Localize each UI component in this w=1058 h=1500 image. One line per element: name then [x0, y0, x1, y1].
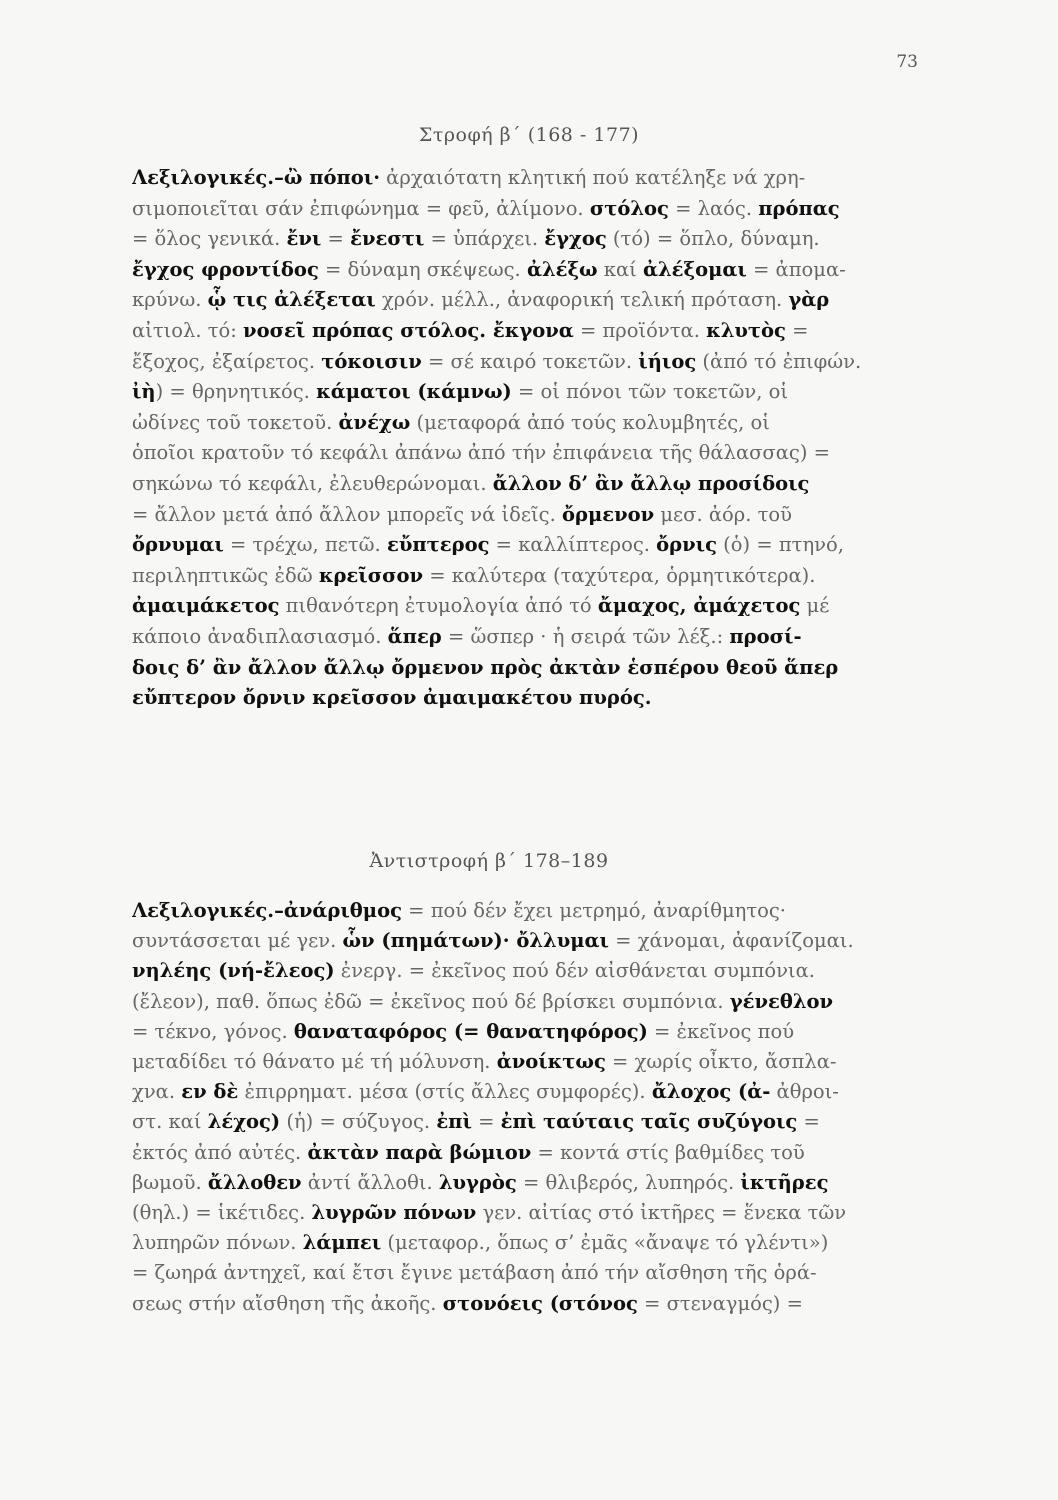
gloss-text: σιμοποιεῖται σάν ἐπιφώνημα = φεῦ, ἀλίμονο.: [132, 196, 590, 220]
gloss-text: στ. καί: [132, 1110, 208, 1134]
gloss-text: συντάσσεται μέ γεν.: [132, 929, 343, 953]
gloss-text: = πού δέν ἔχει μετρημό, ἀναρίθμητος·: [401, 899, 786, 922]
gloss-text: = ὅλος γενικά.: [132, 227, 287, 251]
gloss-text: = ἐκεῖνος πού: [647, 1019, 795, 1043]
lemma-term: ἀλέξομαι: [643, 257, 747, 281]
gloss-text: =: [785, 318, 809, 342]
gloss-text: βωμοῦ.: [132, 1170, 208, 1194]
gloss-text: λυπηρῶν πόνων.: [132, 1231, 303, 1255]
gloss-text: ἀντί ἄλλοθι.: [301, 1170, 439, 1194]
lemma-term: ἀνέχω: [338, 410, 411, 434]
gloss-text: = καλύτερα (ταχύτερα, ὁρμητικότερα).: [423, 563, 816, 587]
gloss-text: (μεταφορά ἀπό τούς κολυμβητές, οἱ: [410, 410, 770, 434]
section-heading-strophe: Στροφή β΄ (168 - 177): [418, 124, 640, 146]
lemma-term: εὔπτερον ὄρνιν κρεῖσσον ἀμαιμακέτου πυρός.: [132, 686, 652, 710]
lemma-term: ἰήιος: [638, 349, 697, 373]
lemma-term: λέχος): [207, 1110, 281, 1134]
lemma-term: ἅπερ: [387, 624, 442, 648]
text-line: [132, 896, 932, 926]
gloss-text: =: [321, 227, 351, 251]
section-text-antistrophe: [132, 896, 932, 1319]
text-line: [132, 1047, 932, 1077]
text-line: [132, 438, 932, 469]
gloss-text: = δύναμη σκέψεως.: [318, 257, 527, 281]
gloss-text: =: [797, 1110, 820, 1134]
gloss-text: ἐκτός ἀπό αὐτές.: [132, 1140, 308, 1164]
lemma-term: πρόπας: [758, 196, 840, 220]
lemma-term: ἰκτῆρες: [740, 1170, 829, 1194]
lemma-term: ὄρνις: [656, 533, 717, 557]
text-line: [132, 408, 932, 439]
lemma-term: Λεξιλογικές.–ἀνάριθμος: [132, 899, 402, 922]
gloss-text: μεταδίδει τό θάνατο μέ τή μόλυνση.: [132, 1050, 497, 1074]
gloss-text: = οἱ πόνοι τῶν τοκετῶν, οἱ: [511, 380, 788, 404]
page-number: 73: [896, 52, 918, 72]
gloss-text: περιληπτικῶς ἐδῶ: [132, 563, 319, 587]
text-line: [132, 1077, 932, 1107]
lemma-term: ἰὴ: [132, 380, 156, 404]
gloss-text: = καλλίπτερος.: [489, 533, 657, 557]
gloss-text: = θλιβερός, λυπηρός.: [516, 1170, 741, 1194]
lemma-term: ἀκτὰν παρὰ βώμιον: [307, 1140, 532, 1164]
gloss-text: κρύνω.: [132, 288, 208, 312]
gloss-text: = ὥσπερ · ἡ σειρά τῶν λέξ.:: [441, 624, 730, 648]
gloss-text: χνα.: [132, 1080, 182, 1104]
lemma-term: ἄλλοθεν: [207, 1170, 302, 1194]
text-line: [132, 1168, 932, 1198]
lemma-term: ὄρνυμαι: [132, 533, 224, 557]
text-line: [132, 255, 932, 286]
gloss-text: ὠδίνες τοῦ τοκετοῦ.: [132, 410, 339, 434]
text-line: [132, 500, 932, 531]
text-line: [132, 1228, 932, 1258]
lemma-term: γὰρ: [788, 288, 830, 312]
gloss-text: σηκώνω τό κεφάλι, ἐλευθερώνομαι.: [132, 471, 493, 495]
gloss-text: = κοντά στίς βαθμίδες τοῦ: [531, 1140, 805, 1164]
text-line: [132, 561, 932, 592]
lemma-term: λυγρὸς: [438, 1170, 517, 1194]
lemma-term: ᾧ τις ἀλέξεται: [207, 288, 376, 312]
gloss-text: ἀρχαιότατη κλητική πού κατέληξε νά χρη-: [379, 166, 806, 189]
section-heading-antistrophe: Ἀντιστροφή β΄ 178–189: [369, 850, 609, 872]
text-line: [132, 1198, 932, 1228]
lemma-term: λυγρῶν πόνων: [311, 1201, 477, 1225]
gloss-text: ὁποῖοι κρατοῦν τό κεφάλι ἀπάνω ἀπό τήν ἐπιφάνεια τῆς θάλασσας) =: [132, 441, 830, 465]
lemma-term: προσί-: [729, 624, 802, 648]
lemma-term: ἀλέξω: [526, 257, 598, 281]
gloss-text: μέ: [800, 594, 830, 618]
lemma-term: ἄλλον δ’ ἂν ἄλλῳ προσίδοις: [492, 471, 810, 495]
gloss-text: = χάνομαι, ἀφανίζομαι.: [608, 929, 854, 953]
lemma-term: ἔγχος: [544, 227, 607, 251]
gloss-text: (ἔλεον), παθ. ὅπως ἐδῶ = ἐκεῖνος πού δέ βρίσκει συμπόνια.: [132, 989, 730, 1013]
text-line: [132, 285, 932, 316]
gloss-text: =: [471, 1110, 501, 1134]
gloss-text: = ζωηρά ἀντηχεῖ, καί ἔτσι ἔγινε μετάβαση ἀπό τήν αἴσθηση τῆς ὁρά-: [132, 1261, 817, 1285]
gloss-text: χρόν. μέλλ., ἀναφορική τελική πρόταση.: [375, 288, 789, 312]
text-line: [132, 163, 932, 194]
text-line: [132, 1017, 932, 1047]
lemma-term: ἄλοχος (ἀ-: [651, 1080, 771, 1104]
lemma-term: λάμπει: [302, 1231, 382, 1255]
gloss-text: σεως στήν αἴσθηση τῆς ἀκοῆς.: [132, 1291, 443, 1315]
lemma-term: ἐπὶ ταύταις ταῖς συζύγοις: [500, 1110, 798, 1134]
text-line: [132, 224, 932, 255]
gloss-text: καί: [597, 257, 643, 281]
section-text-strophe: [132, 163, 932, 714]
text-line: [132, 530, 932, 561]
lemma-term: ἄμαχος, ἀμάχετος: [597, 594, 801, 618]
text-line: [132, 469, 932, 500]
gloss-text: = χωρίς οἶκτο, ἄσπλα-: [605, 1050, 837, 1074]
text-line: [132, 347, 932, 378]
text-line: [132, 1289, 932, 1319]
gloss-text: = ἀπομα-: [746, 257, 846, 281]
text-line: [132, 1107, 932, 1137]
gloss-text: ἔξοχος, ἐξαίρετος.: [132, 349, 322, 373]
lemma-term: ὧν (πημάτων)· ὄλλυμαι: [342, 929, 609, 953]
text-line: [132, 622, 932, 653]
lemma-term: ἀνοίκτως: [496, 1050, 606, 1074]
lemma-term: ἔνεστι: [350, 227, 425, 251]
text-line: [132, 591, 932, 622]
lemma-term: εὔπτερος: [386, 533, 490, 557]
gloss-text: μεσ. ἀόρ. τοῦ: [654, 502, 792, 526]
lemma-term: κρεῖσσον: [318, 563, 424, 587]
gloss-text: (ἡ) = σύζυγος.: [280, 1110, 437, 1134]
gloss-text: = τέκνο, γόνος.: [132, 1019, 294, 1043]
lemma-term: στονόεις (στόνος: [442, 1291, 638, 1315]
gloss-text: (θηλ.) = ἱκέτιδες.: [132, 1201, 312, 1225]
gloss-text: ) = θρηνητικός.: [155, 380, 317, 404]
lemma-term: κλυτὸς: [706, 318, 786, 342]
text-line: [132, 377, 932, 408]
lemma-term: γένεθλον: [729, 989, 834, 1013]
lemma-term: νοσεῖ πρόπας στόλος. ἔκγονα: [243, 318, 574, 342]
lemma-term: τόκοισιν: [321, 349, 422, 373]
gloss-text: (ὁ) = πτηνό,: [716, 533, 844, 557]
gloss-text: = λαός.: [668, 196, 759, 220]
gloss-text: πιθανότερη ἐτυμολογία ἀπό τό: [279, 594, 598, 618]
lemma-term: εν δὲ: [181, 1080, 239, 1104]
text-line: [132, 683, 932, 714]
lemma-term: ἀμαιμάκετος: [132, 594, 280, 618]
text-line: [132, 1138, 932, 1168]
lemma-term: ὄρμενον: [561, 502, 655, 526]
text-line: [132, 194, 932, 225]
gloss-text: (μεταφορ., ὅπως σ’ ἐμᾶς «ἄναψε τό γλέντι»): [381, 1231, 829, 1255]
gloss-text: (τό) = ὅπλο, δύναμη.: [606, 227, 820, 251]
lemma-term: ἐπὶ: [436, 1110, 472, 1134]
text-line: [132, 926, 932, 956]
lemma-term: στόλος: [589, 196, 669, 220]
text-line: [132, 987, 932, 1017]
text-line: [132, 1258, 932, 1288]
gloss-text: ἐπιρρηματ. μέσα (στίς ἄλλες συμφορές).: [238, 1080, 652, 1104]
text-line: [132, 653, 932, 684]
gloss-text: = τρέχω, πετῶ.: [223, 533, 387, 557]
gloss-text: = προϊόντα.: [573, 318, 707, 342]
gloss-text: ἀθροι-: [770, 1080, 839, 1104]
lemma-term: Λεξιλογικές.–ὢ πόποι·: [132, 166, 380, 189]
gloss-text: ἐνεργ. = ἐκεῖνος πού δέν αἰσθάνεται συμπόνια.: [334, 959, 815, 983]
lemma-term: ἔνι: [286, 227, 322, 251]
lemma-term: δοις δ’ ἂν ἄλλον ἄλλῳ ὄρμενον πρὸς ἀκτὰν ἑσπέρου θεοῦ ἅπερ: [132, 655, 839, 679]
lemma-term: θαναταφόρος (= θανατηφόρος): [293, 1019, 648, 1043]
text-line: [132, 316, 932, 347]
gloss-text: γεν. αἰτίας στό ἰκτῆρες = ἕνεκα τῶν: [476, 1201, 847, 1225]
text-line: [132, 956, 932, 986]
gloss-text: κάποιο ἀναδιπλασιασμό.: [132, 624, 388, 648]
gloss-text: (ἀπό τό ἐπιφών.: [696, 349, 862, 373]
lemma-term: ἔγχος φροντίδος: [132, 257, 319, 281]
gloss-text: = στεναγμός) =: [637, 1291, 803, 1315]
lemma-term: κάματοι (κάμνω): [316, 380, 512, 404]
gloss-text: αἰτιολ. τό:: [132, 318, 244, 342]
gloss-text: = σέ καιρό τοκετῶν.: [421, 349, 639, 373]
lemma-term: νηλέης (νή-ἔλεος): [132, 959, 335, 983]
gloss-text: = ὑπάρχει.: [424, 227, 545, 251]
gloss-text: = ἄλλον μετά ἀπό ἄλλον μπορεῖς νά ἰδεῖς.: [132, 502, 562, 526]
